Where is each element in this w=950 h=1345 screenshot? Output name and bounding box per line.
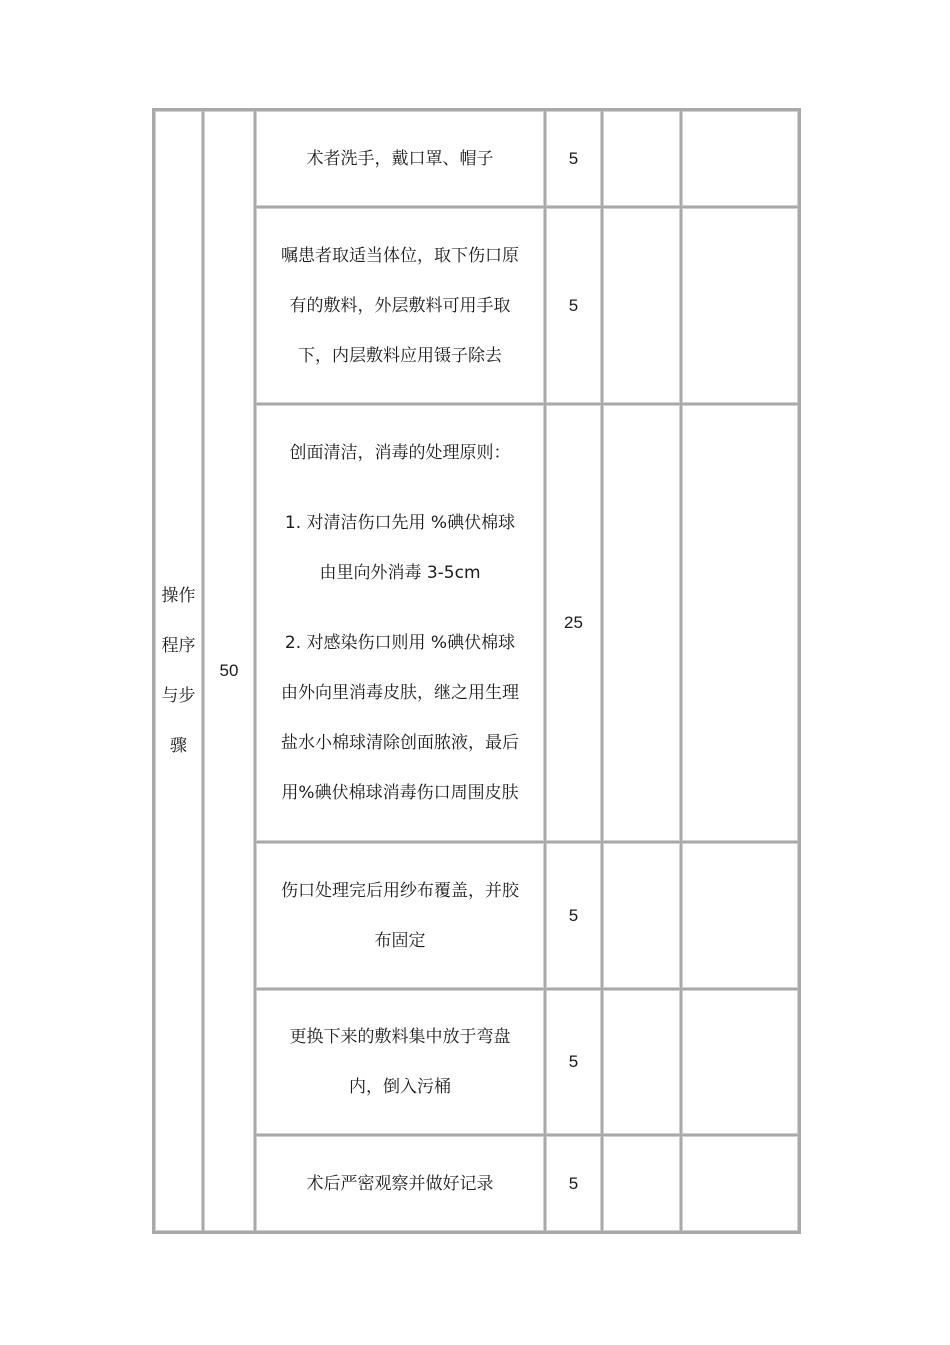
step-content <box>255 404 545 842</box>
step-text: 布固定 <box>374 930 426 951</box>
step-text: 更换下来的敷料集中放于弯盘 <box>289 1027 511 1047</box>
step-intro: 创面清洁，消毒的处理原则： <box>289 443 511 463</box>
step-text: 术者洗手，戴口罩、帽子 <box>306 148 494 169</box>
step-content <box>255 842 545 989</box>
category-label-line: 操作 <box>161 586 196 606</box>
empty-cell <box>602 110 681 207</box>
step-item-2: 盐水小棉球清除创面脓液，最后 <box>281 733 519 753</box>
step-score: 5 <box>545 207 602 404</box>
step-content <box>255 1135 545 1232</box>
category-label-line: 骤 <box>170 736 187 756</box>
empty-cell <box>602 1135 681 1232</box>
empty-cell <box>681 989 799 1135</box>
step-text: 伤口处理完后用纱布覆盖，并胶 <box>281 880 519 901</box>
empty-cell <box>681 404 799 842</box>
step-score: 5 <box>545 1135 602 1232</box>
category-cell <box>154 110 203 1232</box>
step-item-2: 用%碘伏棉球消毒伤口周围皮肤 <box>281 783 519 803</box>
category-label-line: 程序 <box>161 636 196 656</box>
empty-cell <box>681 842 799 989</box>
step-score: 5 <box>545 110 602 207</box>
step-score: 25 <box>545 404 602 842</box>
empty-cell <box>681 110 799 207</box>
step-content <box>255 207 545 404</box>
step-item-2: 由外向里消毒皮肤，继之用生理 <box>281 683 519 703</box>
step-item-1: 由里向外消毒 3-5cm <box>319 563 481 583</box>
scoring-table <box>152 108 801 1234</box>
category-label-line: 与步 <box>161 686 196 706</box>
step-content <box>255 110 545 207</box>
empty-cell <box>602 404 681 842</box>
step-score: 5 <box>545 842 602 989</box>
total-score-cell: 50 <box>203 110 255 1232</box>
empty-cell <box>681 1135 799 1232</box>
step-item-1: 1. 对清洁伤口先用 %碘伏棉球 <box>284 513 516 533</box>
step-item-2: 2. 对感染伤口则用 %碘伏棉球 <box>284 633 516 653</box>
empty-cell <box>602 842 681 989</box>
step-text: 嘱患者取适当体位，取下伤口原 <box>281 245 519 266</box>
empty-cell <box>681 207 799 404</box>
step-text: 术后严密观察并做好记录 <box>306 1173 494 1194</box>
step-text: 内，倒入污桶 <box>349 1077 451 1097</box>
empty-cell <box>602 207 681 404</box>
empty-cell <box>602 989 681 1135</box>
step-text: 有的敷料，外层敷料可用手取 <box>289 295 511 316</box>
step-content <box>255 989 545 1135</box>
step-score: 5 <box>545 989 602 1135</box>
table-row <box>154 110 799 207</box>
step-text: 下，内层敷料应用镊子除去 <box>298 345 502 366</box>
